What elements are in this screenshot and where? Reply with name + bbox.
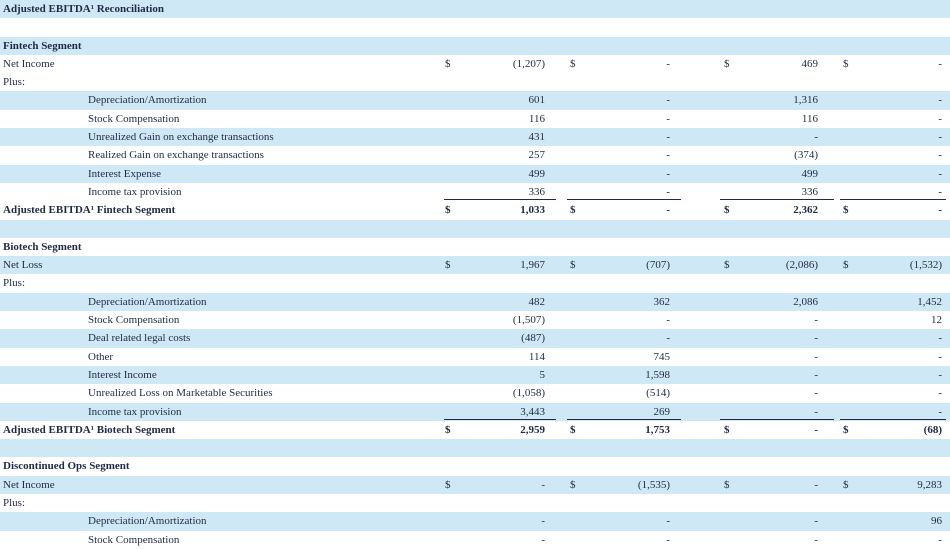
value-cell: 257 (528, 149, 545, 162)
value-cell: (374) (794, 149, 818, 162)
currency-symbol: $ (445, 259, 451, 272)
subtotal-underline (444, 199, 556, 200)
table-row (0, 128, 950, 146)
value-cell: 469 (801, 57, 818, 70)
row-label: Interest Income (88, 368, 157, 381)
table-row (0, 183, 950, 201)
row-label: Other (88, 350, 114, 363)
row-label: Net Income (3, 57, 55, 70)
table-row (0, 494, 950, 512)
row-label: Realized Gain on exchange transactions (88, 149, 264, 162)
value-cell: 12 (931, 314, 942, 327)
currency-symbol: $ (570, 259, 576, 272)
value-cell: - (938, 94, 942, 107)
value-cell: 116 (801, 112, 818, 125)
table-row (0, 293, 950, 311)
subtotal-underline (720, 199, 834, 200)
value-cell: 114 (528, 350, 545, 363)
value-cell: 116 (528, 112, 545, 125)
currency-symbol: $ (570, 478, 576, 491)
table-row (0, 384, 950, 402)
value-cell: 2,959 (520, 423, 545, 436)
value-cell: 1,452 (917, 295, 942, 308)
value-cell: - (666, 515, 670, 528)
table-row (0, 329, 950, 347)
table-row (0, 531, 950, 549)
row-label: Depreciation/Amortization (88, 515, 207, 528)
row-label: Interest Expense (88, 167, 161, 180)
value-cell: - (814, 515, 818, 528)
value-cell: 269 (653, 405, 670, 418)
value-cell: - (666, 57, 670, 70)
row-label: Discontinued Ops Segment (3, 460, 130, 473)
value-cell: - (938, 185, 942, 198)
row-label: Deal related legal costs (88, 332, 191, 345)
value-cell: 499 (801, 167, 818, 180)
value-cell: - (666, 131, 670, 144)
row-label: Adjusted EBITDA¹ Reconciliation (3, 3, 164, 15)
value-cell: - (541, 533, 545, 546)
table-row (0, 366, 950, 384)
spacer-row (0, 220, 950, 238)
value-cell: - (666, 185, 670, 198)
currency-symbol: $ (724, 259, 730, 272)
value-cell: 745 (653, 350, 670, 363)
value-cell: - (666, 149, 670, 162)
value-cell: - (666, 332, 670, 345)
spacer-row (0, 18, 950, 36)
table-row (0, 55, 950, 73)
subtotal-underline (840, 419, 946, 420)
value-cell: 1,316 (793, 94, 818, 107)
row-label: Plus: (3, 76, 26, 89)
section-header (0, 37, 950, 55)
value-cell: - (814, 405, 818, 418)
value-cell: - (814, 533, 818, 546)
value-cell: 362 (653, 295, 670, 308)
spacer-row (0, 439, 950, 457)
currency-symbol: $ (724, 57, 730, 70)
row-label: Unrealized Gain on exchange transactions (88, 131, 274, 144)
value-cell: (487) (521, 332, 545, 345)
subtotal-underline (840, 199, 946, 200)
row-label: Income tax provision (88, 185, 182, 198)
value-cell: - (938, 204, 942, 217)
value-cell: - (814, 387, 818, 400)
table-row (0, 348, 950, 366)
value-cell: - (814, 314, 818, 327)
currency-symbol: $ (570, 204, 576, 217)
value-cell: - (938, 112, 942, 125)
row-label: Adjusted EBITDA¹ Biotech Segment (3, 423, 176, 436)
currency-symbol: $ (445, 57, 451, 70)
value-cell: - (814, 478, 818, 491)
value-cell: - (666, 94, 670, 107)
value-cell: (707) (646, 259, 670, 272)
row-label: Biotech Segment (3, 240, 82, 253)
value-cell: 2,086 (793, 295, 818, 308)
table-row (0, 146, 950, 164)
value-cell: (1,507) (512, 314, 545, 327)
currency-symbol: $ (570, 57, 576, 70)
value-cell: 482 (528, 295, 545, 308)
row-label: Stock Compensation (88, 112, 180, 125)
value-cell: - (814, 332, 818, 345)
table-row (0, 274, 950, 292)
value-cell: 96 (931, 515, 942, 528)
table-row (0, 91, 950, 109)
value-cell: - (938, 332, 942, 345)
value-cell: - (666, 112, 670, 125)
value-cell: - (814, 423, 818, 436)
currency-symbol: $ (445, 423, 451, 436)
value-cell: - (938, 57, 942, 70)
subtotal-underline (720, 419, 834, 420)
total-row (0, 421, 950, 439)
value-cell: (1,535) (637, 478, 670, 491)
value-cell: 1,753 (645, 423, 670, 436)
value-cell: (2,086) (785, 259, 818, 272)
row-label: Net Income (3, 478, 55, 491)
table-row (0, 476, 950, 494)
row-label: Depreciation/Amortization (88, 295, 207, 308)
value-cell: - (938, 131, 942, 144)
value-cell: - (666, 204, 670, 217)
row-label: Depreciation/Amortization (88, 94, 207, 107)
value-cell: (68) (923, 423, 942, 436)
value-cell: 336 (801, 185, 818, 198)
table-row (0, 403, 950, 421)
value-cell: 5 (539, 368, 545, 381)
subtotal-underline (567, 199, 681, 200)
value-cell: - (814, 131, 818, 144)
subtotal-underline (567, 419, 681, 420)
subtotal-underline (444, 419, 556, 420)
currency-symbol: $ (724, 204, 730, 217)
value-cell: 601 (528, 94, 545, 107)
value-cell: - (541, 515, 545, 528)
row-label: Stock Compensation (88, 533, 180, 546)
section-header (0, 238, 950, 256)
value-cell: - (938, 533, 942, 546)
value-cell: - (666, 533, 670, 546)
value-cell: 431 (528, 131, 545, 144)
row-label: Net Loss (3, 259, 43, 272)
table-row (0, 110, 950, 128)
currency-symbol: $ (843, 259, 849, 272)
value-cell: 1,598 (645, 368, 670, 381)
value-cell: 1,967 (520, 259, 545, 272)
value-cell: 2,362 (793, 204, 818, 217)
value-cell: (1,532) (909, 259, 942, 272)
row-label: Fintech Segment (3, 39, 82, 52)
currency-symbol: $ (843, 423, 849, 436)
row-label: Adjusted EBITDA¹ Fintech Segment (3, 204, 176, 217)
value-cell: - (938, 387, 942, 400)
value-cell: 1,033 (520, 204, 545, 217)
section-header (0, 0, 950, 18)
table-row (0, 165, 950, 183)
value-cell: 499 (528, 167, 545, 180)
row-label: Unrealized Loss on Marketable Securities (88, 387, 273, 400)
value-cell: - (938, 350, 942, 363)
table-row (0, 311, 950, 329)
currency-symbol: $ (724, 423, 730, 436)
table-row (0, 512, 950, 530)
value-cell: 336 (528, 185, 545, 198)
currency-symbol: $ (843, 57, 849, 70)
value-cell: - (938, 368, 942, 381)
value-cell: - (666, 167, 670, 180)
value-cell: - (541, 478, 545, 491)
currency-symbol: $ (570, 423, 576, 436)
row-label: Plus: (3, 277, 26, 290)
table-row (0, 73, 950, 91)
value-cell: (514) (646, 387, 670, 400)
row-label: Income tax provision (88, 405, 182, 418)
value-cell: 9,283 (917, 478, 942, 491)
currency-symbol: $ (843, 478, 849, 491)
currency-symbol: $ (843, 204, 849, 217)
value-cell: (1,207) (512, 57, 545, 70)
currency-symbol: $ (445, 204, 451, 217)
currency-symbol: $ (445, 478, 451, 491)
value-cell: - (938, 149, 942, 162)
value-cell: - (666, 314, 670, 327)
row-label: Plus: (3, 497, 26, 510)
total-row (0, 201, 950, 219)
currency-symbol: $ (724, 478, 730, 491)
value-cell: - (938, 405, 942, 418)
value-cell: 3,443 (520, 405, 545, 418)
value-cell: - (814, 368, 818, 381)
row-label: Stock Compensation (88, 314, 180, 327)
table-row (0, 256, 950, 274)
value-cell: - (938, 167, 942, 180)
value-cell: (1,058) (512, 387, 545, 400)
section-header (0, 457, 950, 475)
value-cell: - (814, 350, 818, 363)
